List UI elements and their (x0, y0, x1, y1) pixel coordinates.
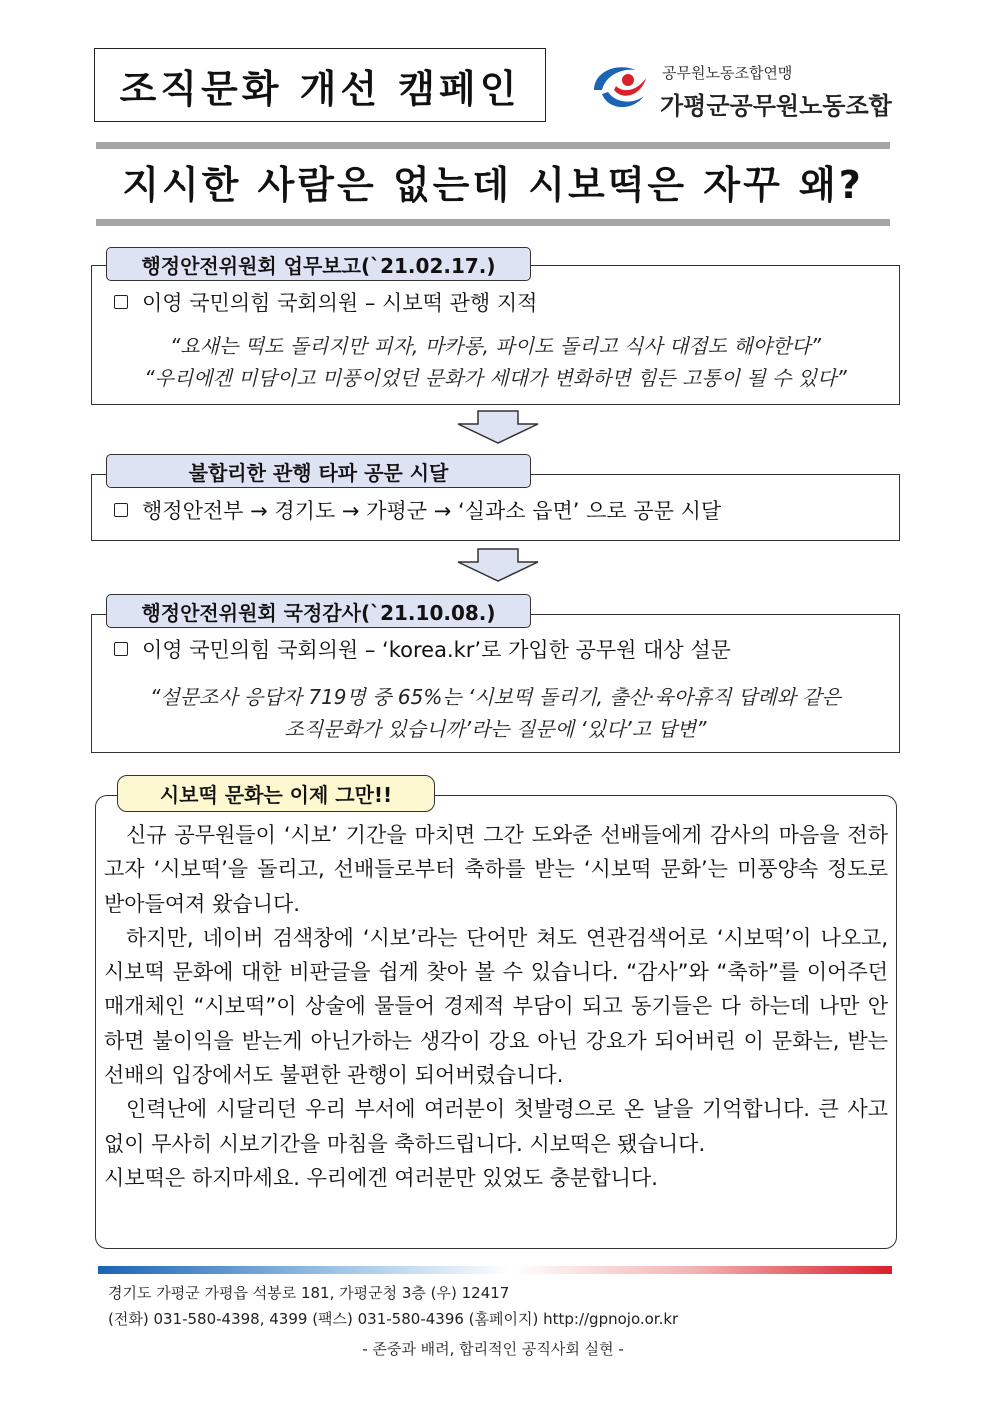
tab-audit: 행정안전위원회 국정감사(`21.10.08.) (106, 594, 531, 628)
bottom-divider (96, 219, 890, 226)
section-line (114, 286, 537, 318)
section-line-text: 이영 국민의힘 국회의원 – ‘korea.kr’로 가입한 공무원 대상 설문 (142, 638, 731, 662)
footer-gradient-bar (98, 1266, 892, 1274)
quote-line: “우리에겐 미담이고 미풍이었던 문화가 세대가 변화하면 힘든 고통이 될 수 있다” (144, 366, 847, 390)
arrow-down-icon (456, 410, 540, 444)
campaign-title: 조직문화 개선 캠페인 (94, 48, 546, 122)
checkbox-icon (114, 642, 128, 656)
quote-line: “설문조사 응답자 719명 중 65%는 ‘시보떡 돌리기, 출산·육아휴직 답례와 같은 (150, 685, 841, 709)
union-logo-icon (588, 60, 652, 114)
arrow-down-icon (456, 548, 540, 582)
quote-line: 조직문화가 있습니까’라는 질문에 ‘있다’고 답변” (284, 717, 707, 741)
section-line-text: 이영 국민의힘 국회의원 – 시보떡 관행 지적 (142, 291, 538, 315)
tab-closing: 시보떡 문화는 이제 그만!! (117, 775, 435, 812)
paragraph: 하지만, 네이버 검색창에 ‘시보’라는 단어만 쳐도 연관검색어로 ‘시보떡’이 나오고, 시보떡 문화에 대한 비판글을 쉽게 찾아 볼 수 있습니다. “감사”와 “축하”를 이어주던 매개체인 “시보떡”이 상술에 물들어 경제적 부담이 되고 동기들은 다 하는데 나만 안하면 불이익을 받는게 아닌가하는 생각이 강요 아닌 강요가 되어버린 이 문화는, 받는 선배의 입장에서도 불편한 관행이 되어버렸습니다. (104, 925, 888, 1088)
paragraph: 시보떡은 하지마세요. 우리에겐 여러분만 있었도 충분합니다. (104, 1165, 658, 1190)
checkbox-icon (114, 295, 128, 309)
section-line-text: 행정안전부 → 경기도 → 가평군 → ‘실과소 읍면’ 으로 공문 시달 (142, 499, 722, 523)
tab-official-letter: 불합리한 관행 타파 공문 시달 (106, 454, 531, 488)
tab-business-report: 행정안전위원회 업무보고(`21.02.17.) (106, 247, 531, 281)
section-line (114, 494, 721, 526)
paragraph: 신규 공무원들이 ‘시보’ 기간을 마치면 그간 도와준 선배들에게 감사의 마음을 전하고자 ‘시보떡’을 돌리고, 선배들로부터 축하를 받는 ‘시보떡 문화’는 미풍양속 정도로 받아들여져 왔습니다. (104, 823, 888, 916)
footer-slogan: - 존중과 배려, 합리적인 공직사회 실현 - (362, 1340, 624, 1358)
logo-subtitle: 공무원노동조합연맹 (662, 64, 793, 82)
quote-line: “요새는 떡도 돌리지만 피자, 마카롱, 파이도 돌리고 식사 대접도 해야한다” (170, 334, 821, 358)
footer-contact: (전화) 031-580-4398, 4399 (팩스) 031-580-4396 (홈페이지) http://gpnojo.or.kr (108, 1310, 679, 1328)
top-divider (96, 142, 890, 149)
logo-title: 가평군공무원노동조합 (660, 92, 892, 120)
closing-text (104, 818, 888, 1195)
checkbox-icon (114, 503, 128, 517)
headline: 지시한 사람은 없는데 시보떡은 자꾸 왜? (122, 163, 864, 207)
paragraph: 인력난에 시달리던 우리 부서에 여러분이 첫발령으로 온 날을 기억합니다. 큰 사고 없이 무사히 시보기간을 마침을 축하드립니다. 시보떡은 됐습니다. (104, 1097, 888, 1156)
footer-address: 경기도 가평군 가평읍 석봉로 181, 가평군청 3층 (우) 12417 (108, 1284, 510, 1302)
section-line (114, 633, 731, 665)
